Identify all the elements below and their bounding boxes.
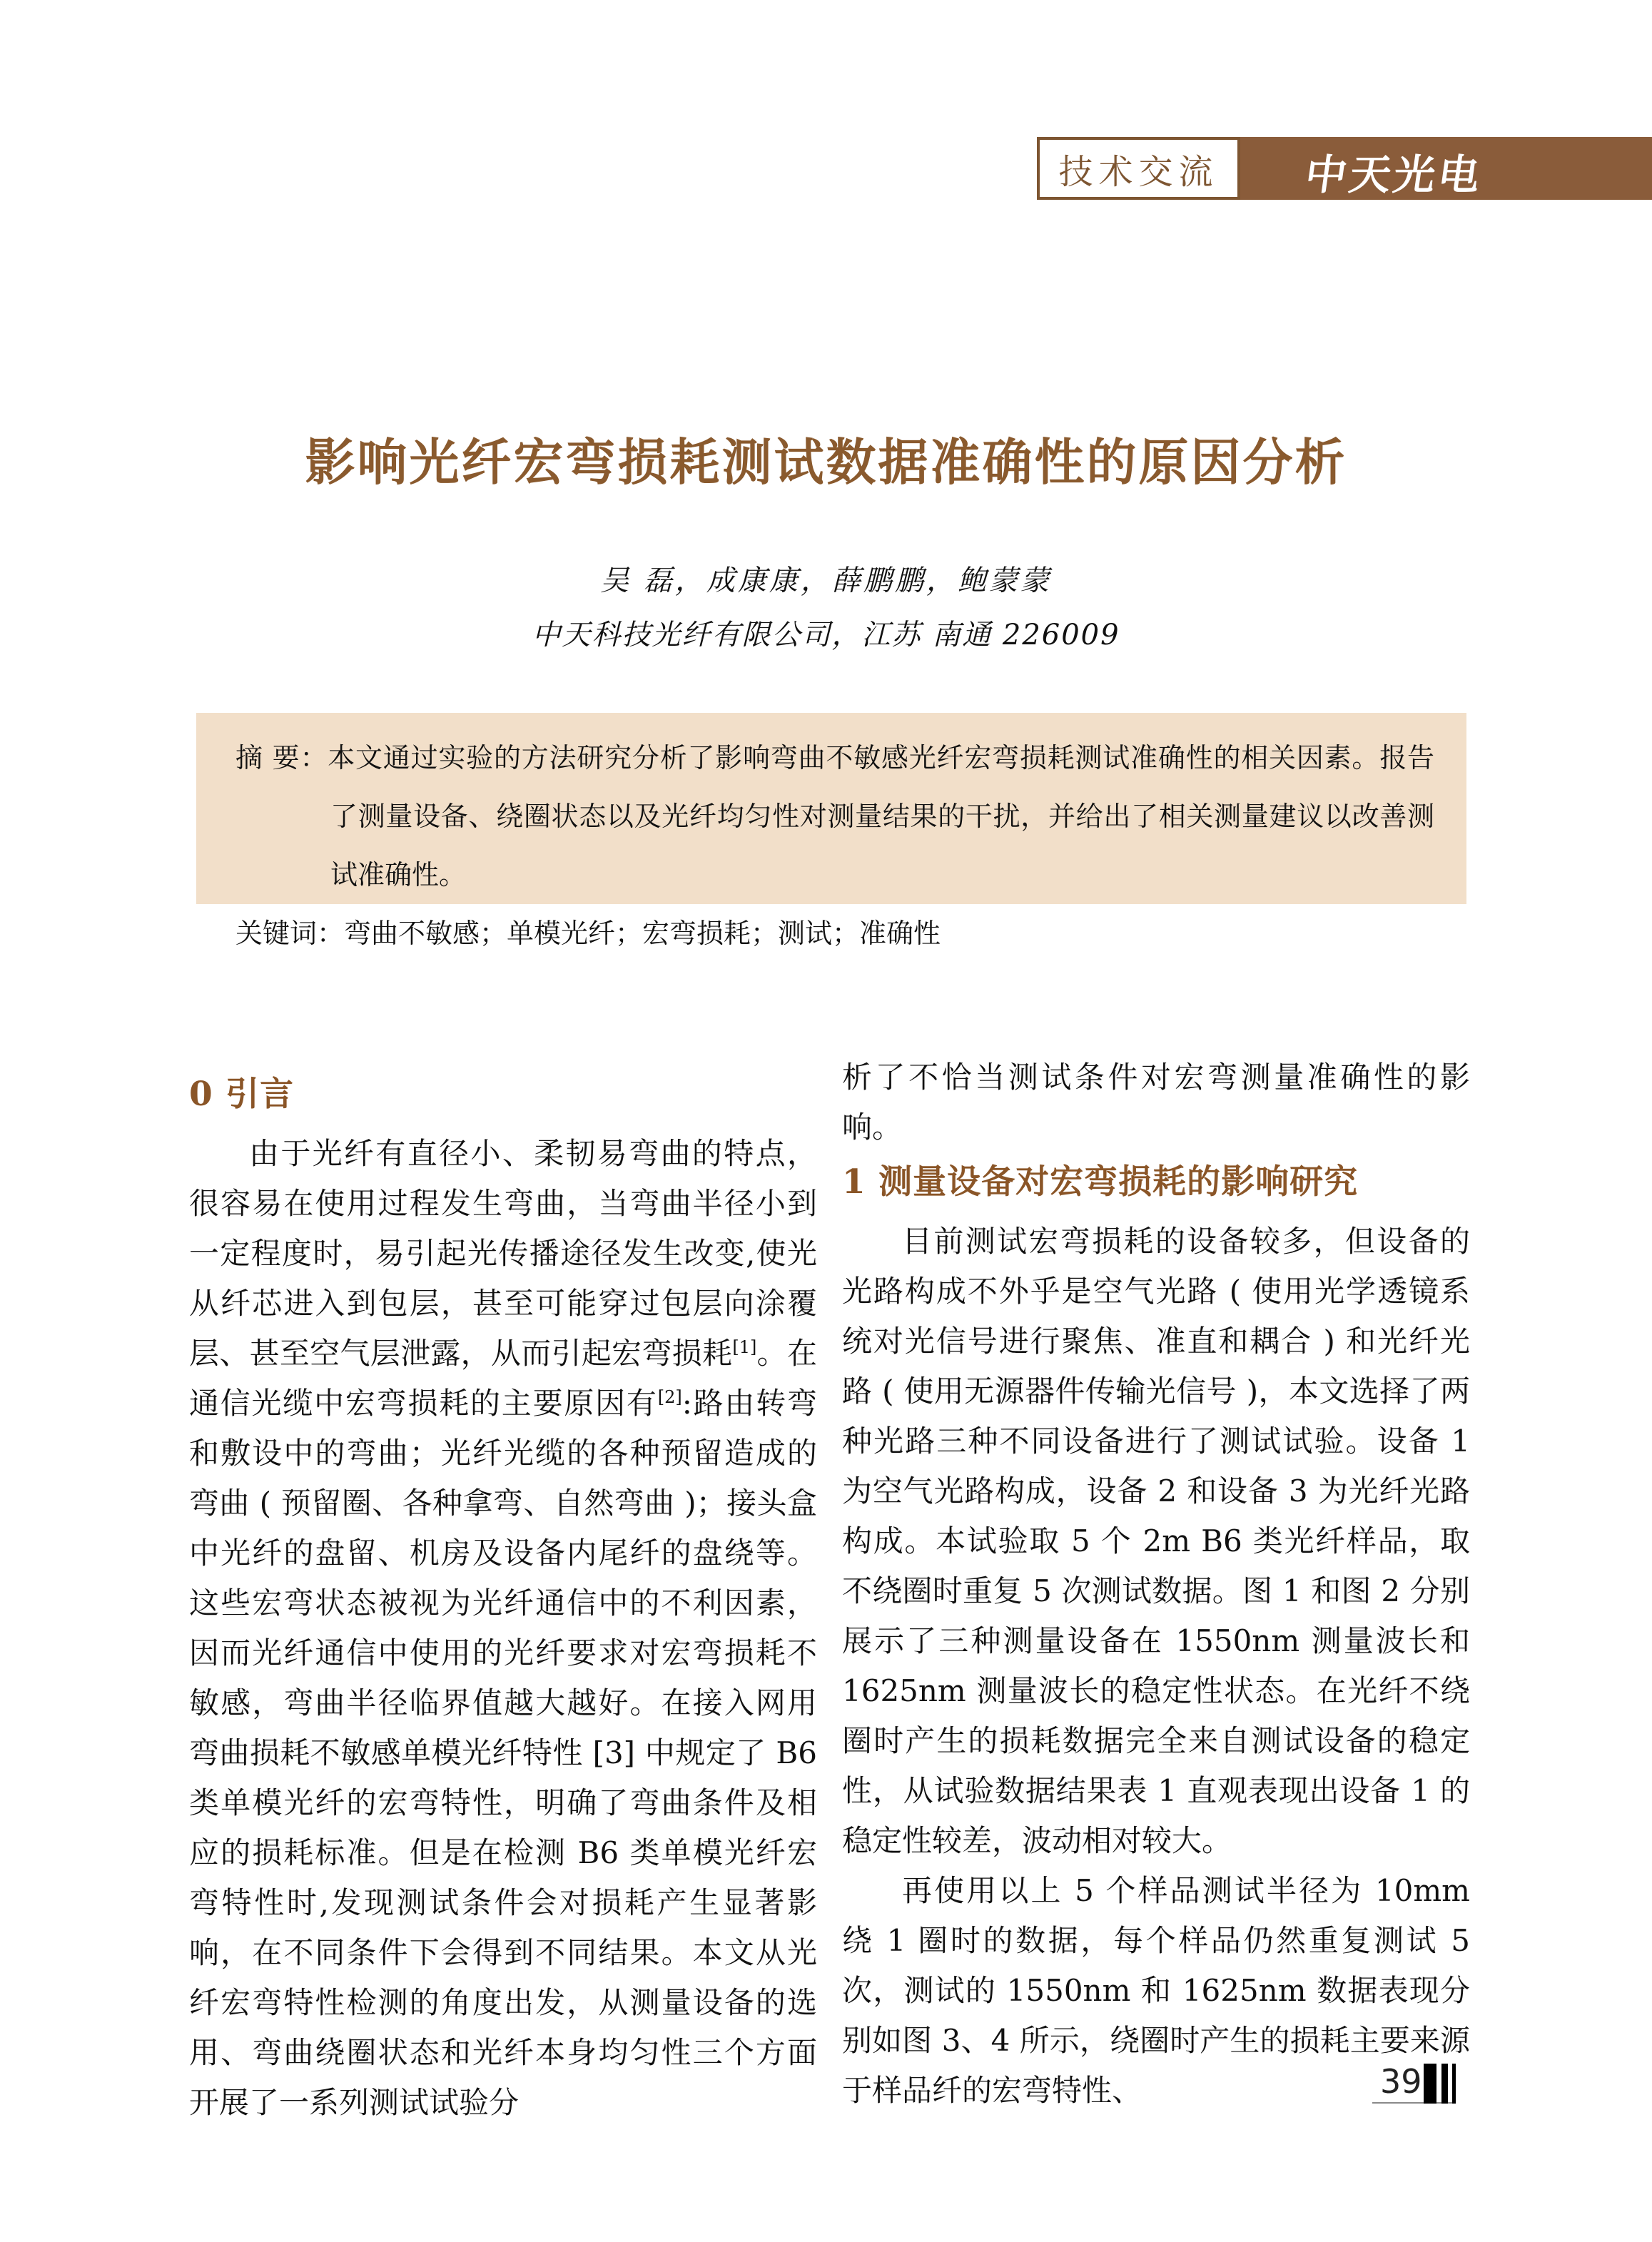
body-paragraph xyxy=(842,1052,1470,1152)
paragraph-text: 目前测试宏弯损耗的设备较多，但设备的光路构成不外乎是空气光路 ( 使用光学透镜系统对光信号进行聚焦、准直和耦合 ) 和光纤光路 ( 使用无源器件传输光信号 )，本文选择了两种光路三种不同设备进行了测试试验。设备 1 为空气光路构成，设备 2 和设备 3 为光纤光路构成。本试验取 5 个 2m B6 类光纤样品，取不绕圈时重复 5 次测试数据。图 1 和图 2 分别展示了三种测量设备在 1550nm 测量波长和 1625nm 测量波长的稳定性状态。在光纤不绕圈时产生的损耗数据完全来自测试设备的稳定性，从试验数据结果表 1 直观表现出设备 1 的稳定性较差，波动相对较大。 xyxy=(842,1224,1470,1858)
keywords-text: 弯曲不敏感；单模光纤；宏弯损耗；测试；准确性 xyxy=(344,918,941,949)
body-paragraph xyxy=(842,1866,1470,2116)
body-paragraph xyxy=(189,1129,817,2128)
citation-superscript: [1] xyxy=(732,1337,757,1357)
abstract-paragraph xyxy=(235,729,1434,904)
paragraph-text: 析了不恰当测试条件对宏弯测量准确性的影响。 xyxy=(842,1060,1470,1145)
paragraph-text: 由于光纤有直径小、柔韧易弯曲的特点，很容易在使用过程发生弯曲，当弯曲半径小到一定程度时，易引起光传播途径发生改变,使光从纤芯进入到包层，甚至可能穿过包层向涂覆层、甚至空气层泄露，从而引起宏弯损耗 xyxy=(189,1136,817,1371)
left-column xyxy=(189,1065,817,2128)
brand-header-bar xyxy=(1240,137,1652,200)
abstract-label: 摘 要： xyxy=(235,742,328,773)
footer-bar-thin xyxy=(1452,2064,1456,2104)
keywords-label: 关键词： xyxy=(235,918,345,949)
section-heading: 0 引言 xyxy=(189,1075,295,1114)
column-tag-label: 技术交流 xyxy=(1058,151,1219,192)
affiliation-line: 中天科技光纤有限公司，江苏 南通 226009 xyxy=(532,619,1120,651)
abstract-box xyxy=(196,713,1466,949)
body-paragraph xyxy=(842,1217,1470,1866)
footer-bar-thick xyxy=(1424,2064,1436,2104)
citation-superscript: [2] xyxy=(657,1387,682,1407)
authors-line: 吴 磊，成康康，薛鹏鹏，鲍蒙蒙 xyxy=(600,564,1052,597)
column-tag-box xyxy=(1037,137,1240,200)
page-title: 影响光纤宏弯损耗测试数据准确性的原因分析 xyxy=(305,432,1347,492)
paragraph-text: 再使用以上 5 个样品测试半径为 10mm 绕 1 圈时的数据，每个样品仍然重复测试 5 次，测试的 1550nm 和 1625nm 数据表现分别如图 3、4 所示，绕圈时产生的损耗主要来源于样品纤的宏弯特性、 xyxy=(842,1873,1470,2108)
footer-bar-medium xyxy=(1441,2064,1448,2104)
section-heading: 1 测量设备对宏弯损耗的影响研究 xyxy=(842,1162,1359,1202)
right-column xyxy=(842,1052,1470,2116)
keywords-paragraph xyxy=(235,904,1434,963)
page-number: 39 xyxy=(1380,2062,1422,2101)
paragraph-text: 。在通信光缆中宏弯损耗的主要原因有 xyxy=(189,1336,817,1421)
abstract-text: 本文通过实验的方法研究分析了影响弯曲不敏感光纤宏弯损耗测试准确性的相关因素。报告了测量设备、绕圈状态以及光纤均匀性对测量结果的干扰，并给出了相关测量建议以改善测试准确性。 xyxy=(328,742,1434,891)
paragraph-text: :路由转弯和敷设中的弯曲；光纤光缆的各种预留造成的弯曲 ( 预留圈、各种拿弯、自然弯曲 )；接头盒中光纤的盘留、机房及设备内尾纤的盘绕等。这些宏弯状态被视为光纤通信中的不利因素，因而光纤通信中使用的光纤要求对宏弯损耗不敏感，弯曲半径临界值越大越好。在接入网用弯曲损耗不敏感单模光纤特性 [3] 中规定了 B6 类单模光纤的宏弯特性，明确了弯曲条件及相应的损耗标准。但是在检测 B6 类单模光纤宏弯特性时,发现测试条件会对损耗产生显著影响，在不同条件下会得到不同结果。本文从光纤宏弯特性检测的角度出发，从测量设备的选用、弯曲绕圈状态和光纤本身均匀性三个方面开展了一系列测试试验分 xyxy=(189,1386,817,2120)
brand-logo: 中天光电 xyxy=(1302,151,1486,199)
